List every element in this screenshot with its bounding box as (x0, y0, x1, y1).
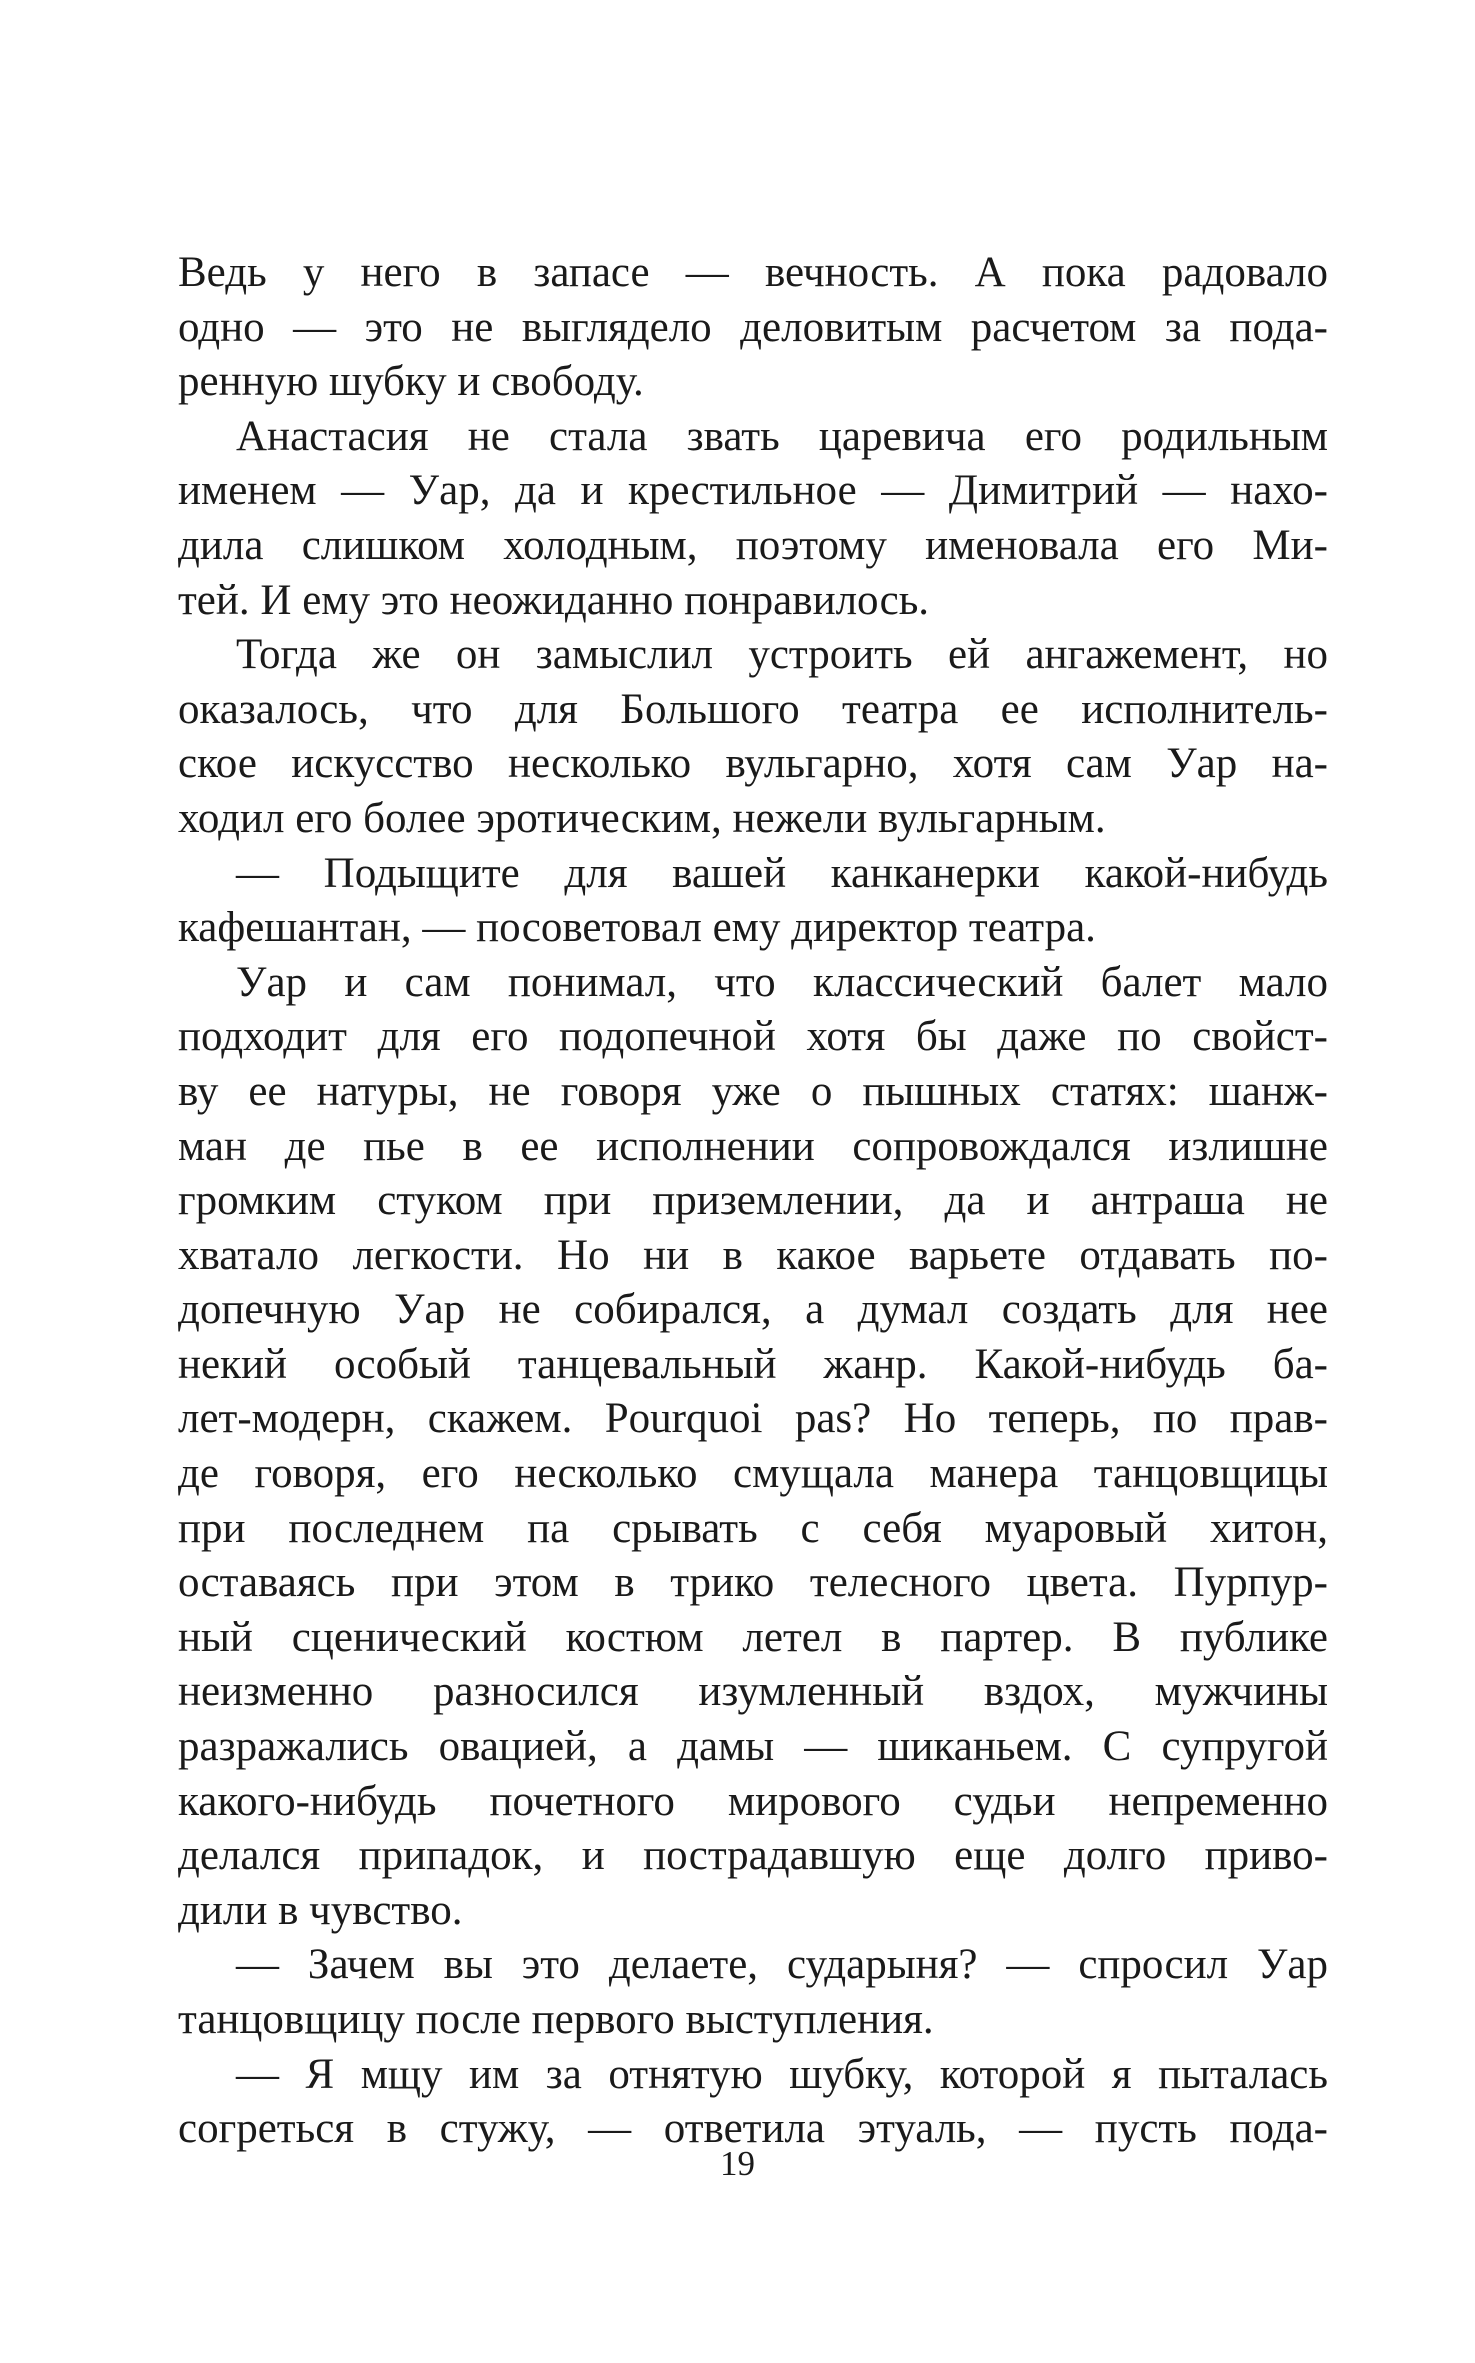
text-line: — Зачем вы это делаете, сударыня? — спросил Уар (236, 1941, 1328, 1989)
text-line: — Подыщите для вашей канканерки какой-нибудь (236, 849, 1328, 897)
text-line: согреться в стужу, — ответила этуаль, — пусть пода- (178, 2105, 1328, 2153)
text-line: допечную Уар не собирался, а думал создать для нее (178, 1286, 1328, 1334)
text-line: именем — Уар, да и крестильное — Димитрий — нахо- (178, 467, 1328, 515)
text-line: ренную шубку и свободу. (178, 358, 644, 406)
text-line: — Я мщу им за отнятую шубку, которой я пыталась (236, 2050, 1328, 2098)
text-line: при последнем па срывать с себя муаровый хитон, (178, 1504, 1328, 1552)
text-line: Тогда же он замыслил устроить ей ангажемент, но (236, 631, 1328, 679)
page-body-text (178, 246, 1328, 2157)
text-line: лет-модерн, скажем. Pourquoi pas? Но теперь, по прав- (178, 1395, 1328, 1443)
text-line: некий особый танцевальный жанр. Какой-нибудь ба- (178, 1340, 1328, 1388)
text-line: ву ее натуры, не говоря уже о пышных статях: шанж- (178, 1067, 1328, 1115)
text-line: ман де пье в ее исполнении сопровождался излишне (178, 1122, 1328, 1170)
text-line: делался припадок, и пострадавшую еще долго приво- (178, 1832, 1328, 1880)
text-line: тей. И ему это неожиданно понравилось. (178, 576, 930, 624)
text-line: хватало легкости. Но ни в какое варьете отдавать по- (178, 1231, 1328, 1279)
text-line: одно — это не выглядело деловитым расчетом за пода- (178, 303, 1328, 351)
text-line: де говоря, его несколько смущала манера танцовщицы (178, 1450, 1328, 1498)
text-line: танцовщицу после первого выступления. (178, 1996, 934, 2043)
text-line: какого-нибудь почетного мирового судьи непременно (178, 1777, 1328, 1825)
text-line: дила слишком холодным, поэтому именовала его Ми- (178, 521, 1328, 569)
text-line: Анастасия не стала звать царевича его родильным (236, 412, 1328, 460)
text-line: ское искусство несколько вульгарно, хотя сам Уар на- (178, 740, 1328, 788)
text-line: оставаясь при этом в трико телесного цвета. Пурпур- (178, 1559, 1328, 1607)
text-line: кафешантан, — посоветовал ему директор театра. (178, 904, 1096, 952)
text-line: оказалось, что для Большого театра ее исполнитель- (178, 685, 1328, 733)
text-line: Уар и сам понимал, что классический балет мало (236, 958, 1328, 1006)
text-line: Ведь у него в запасе — вечность. А пока радовало (178, 249, 1328, 296)
page-number: 19 (720, 2144, 755, 2183)
text-line: ный сценический костюм летел в партер. В публике (178, 1613, 1328, 1661)
text-line: дили в чувство. (178, 1886, 463, 1934)
text-line: неизменно разносился изумленный вздох, мужчины (178, 1668, 1328, 1716)
text-line: ходил его более эротическим, нежели вульгарным. (178, 794, 1106, 842)
text-line: громким стуком при приземлении, да и антраша не (178, 1177, 1328, 1225)
text-line: подходит для его подопечной хотя бы даже по свойст- (178, 1013, 1328, 1061)
text-line: разражались овацией, а дамы — шиканьем. С супругой (178, 1723, 1328, 1771)
